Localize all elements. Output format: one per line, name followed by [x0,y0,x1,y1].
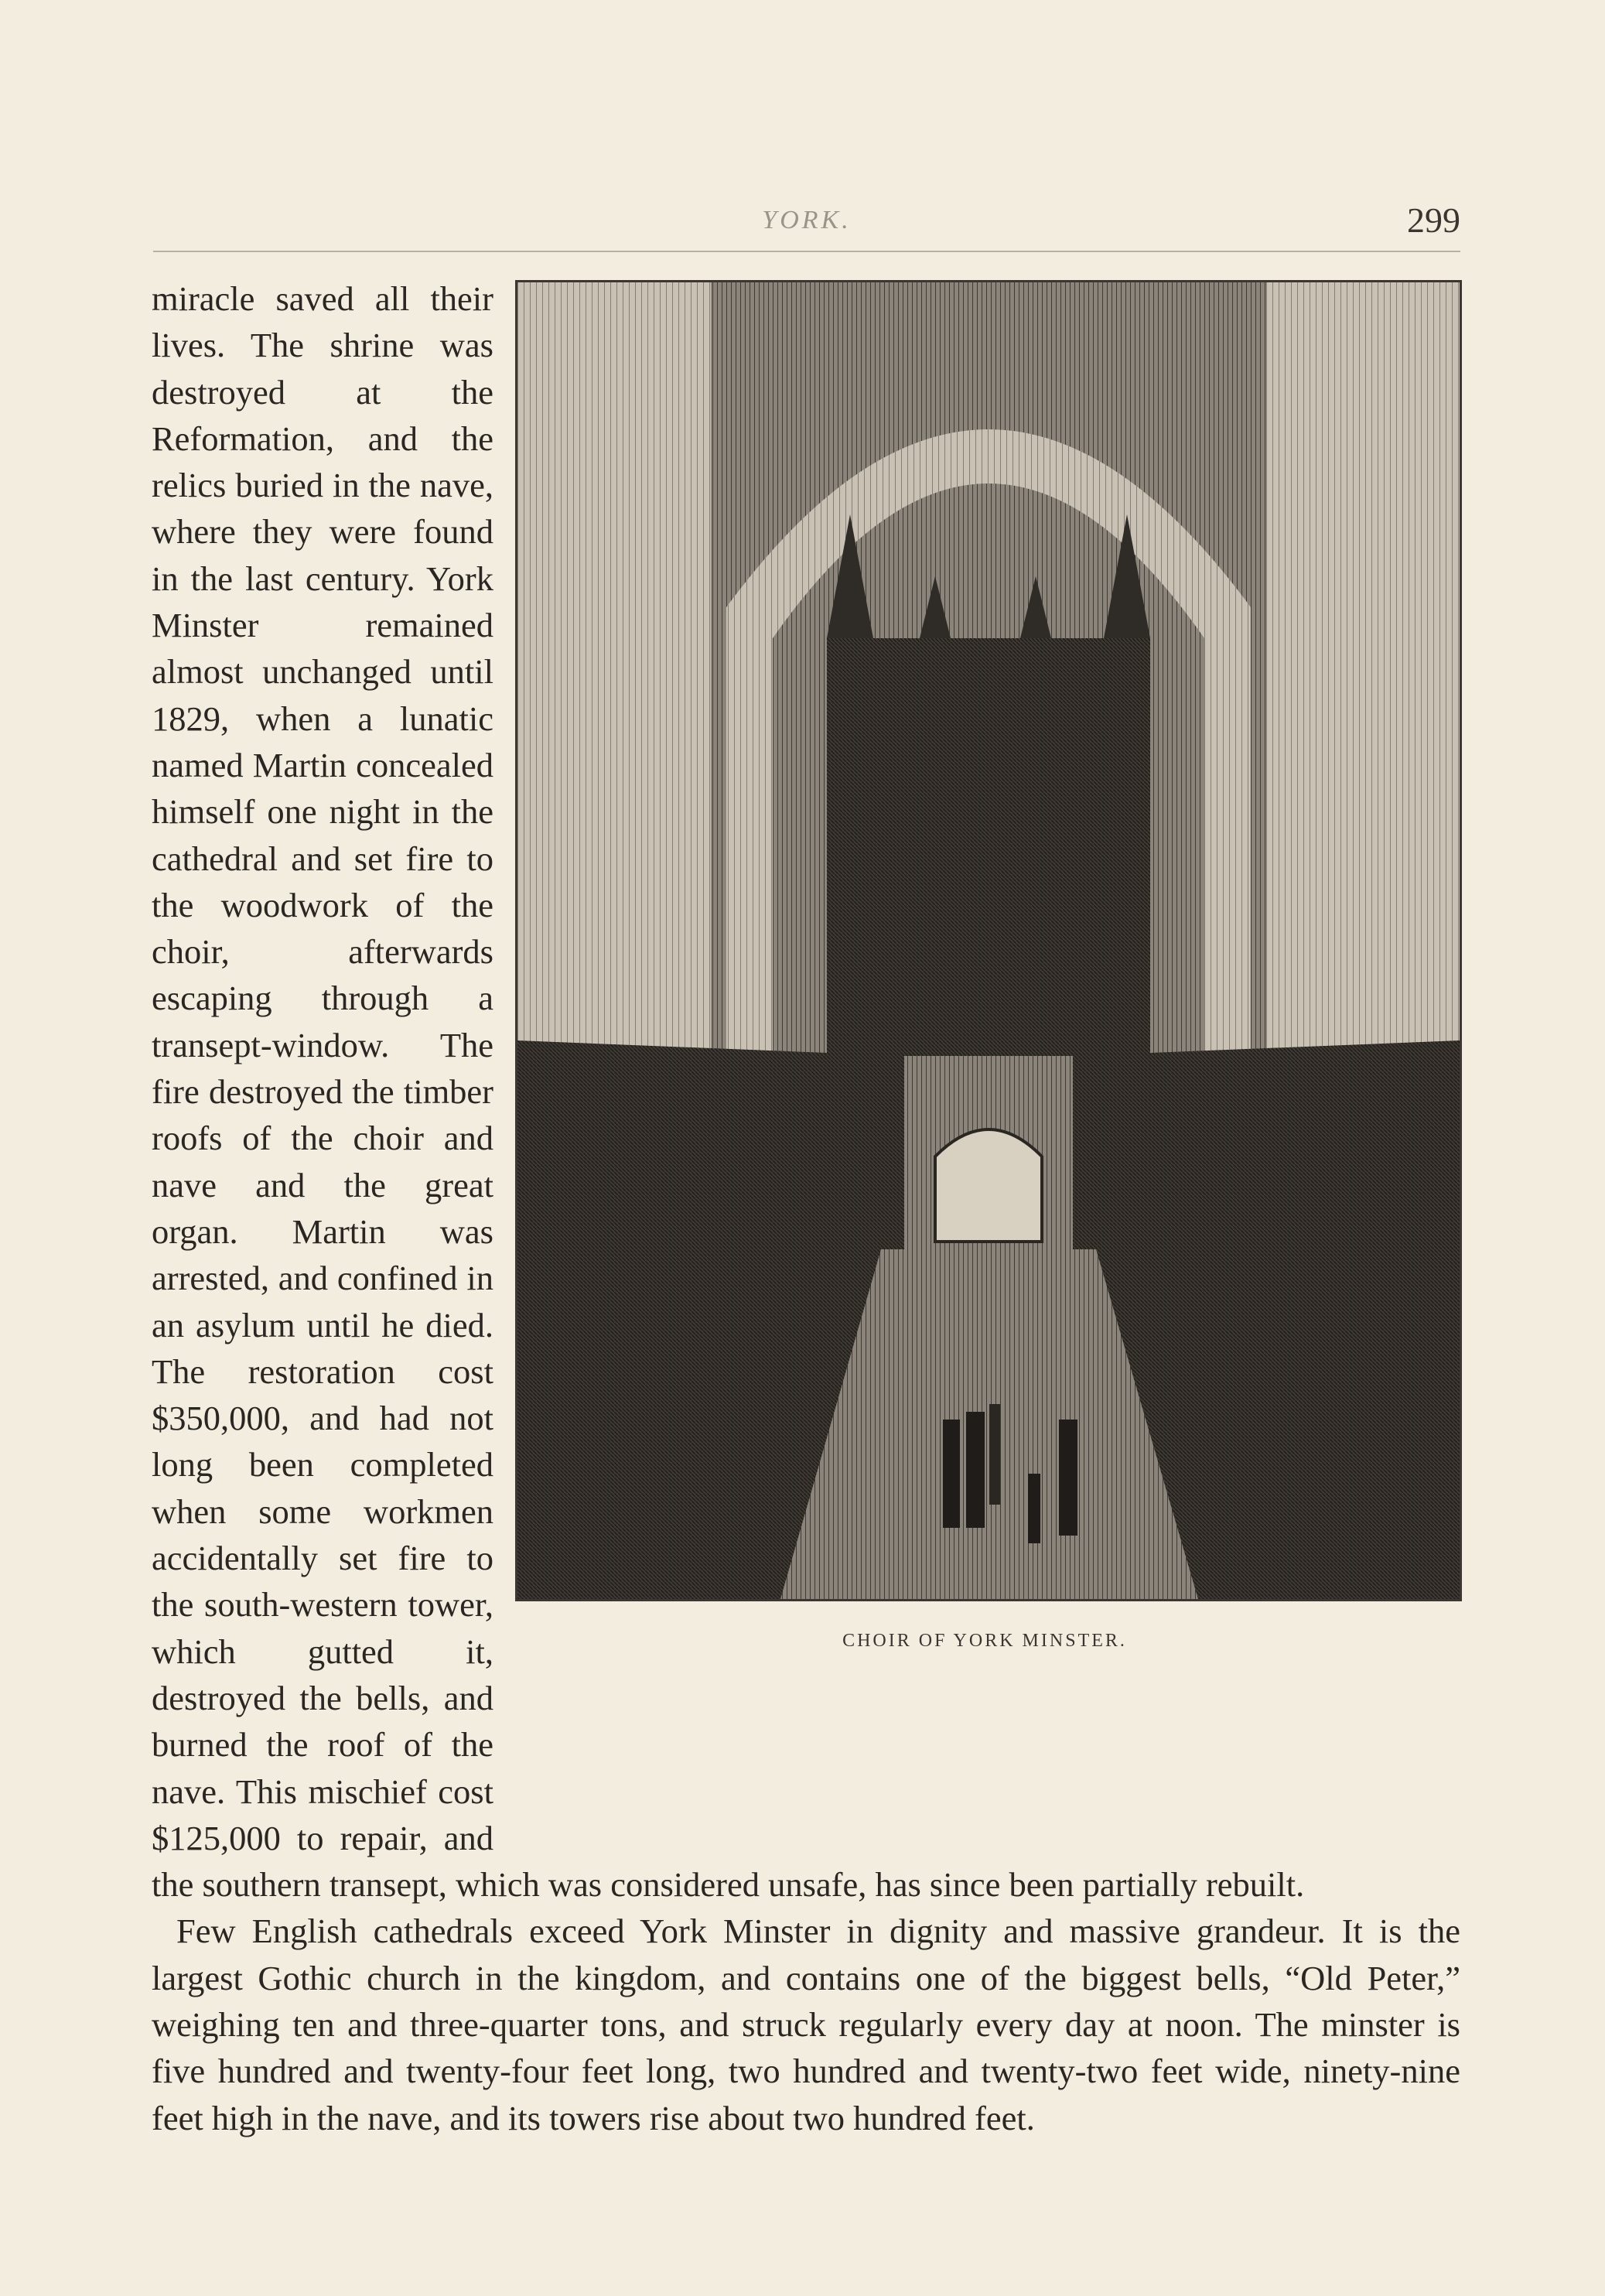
figure-caption: CHOIR OF YORK MINSTER. [842,1631,1127,1651]
choir-engraving [515,280,1462,1601]
running-head: YORK. [762,206,852,234]
paragraph: miracle saved all their lives. The shrine was destroyed at the Reformation, and the relics buried in the nave, where they were found in the last century. York Minster remained almost unchanged until 1829, when a lunatic named Martin concealed himself one night in the cathedral and set fire to the woodwork of the choir, afterwards escaping through a transept-window. The fire destroyed the timber roofs of the choir and nave and the great organ. Martin was arrested, and confined in an asylum until he died. The restoration cost $350,000, and had not long been completed when some workmen accidentally set fire to the south-western tower, which gutted it, destroyed the bells, and burned the roof of the nave. This mischief cost $125,000 to repair, and the southern transept, which was considered unsafe, has since been partially rebuilt. [152,279,1305,1905]
page-number: 299 [1407,200,1460,240]
paragraph: Few English cathedrals exceed York Minster in dignity and massive grandeur. It is the largest Gothic church in the kingdom, and contains one of the biggest bells, “Old Peter,” weighing ten and three-quarter tons, and struck regularly every day at noon. The minster is five hundred and twenty-four feet long, two hundred and twenty-two feet wide, ninety-nine feet high in the nave, and its towers rise about two hundred feet. [152,1912,1460,2137]
header-rule [153,251,1460,252]
choir-engraving-drawing [517,282,1460,1599]
body-text [152,275,1460,2141]
page-header [153,200,1460,246]
figure [509,280,1460,1843]
